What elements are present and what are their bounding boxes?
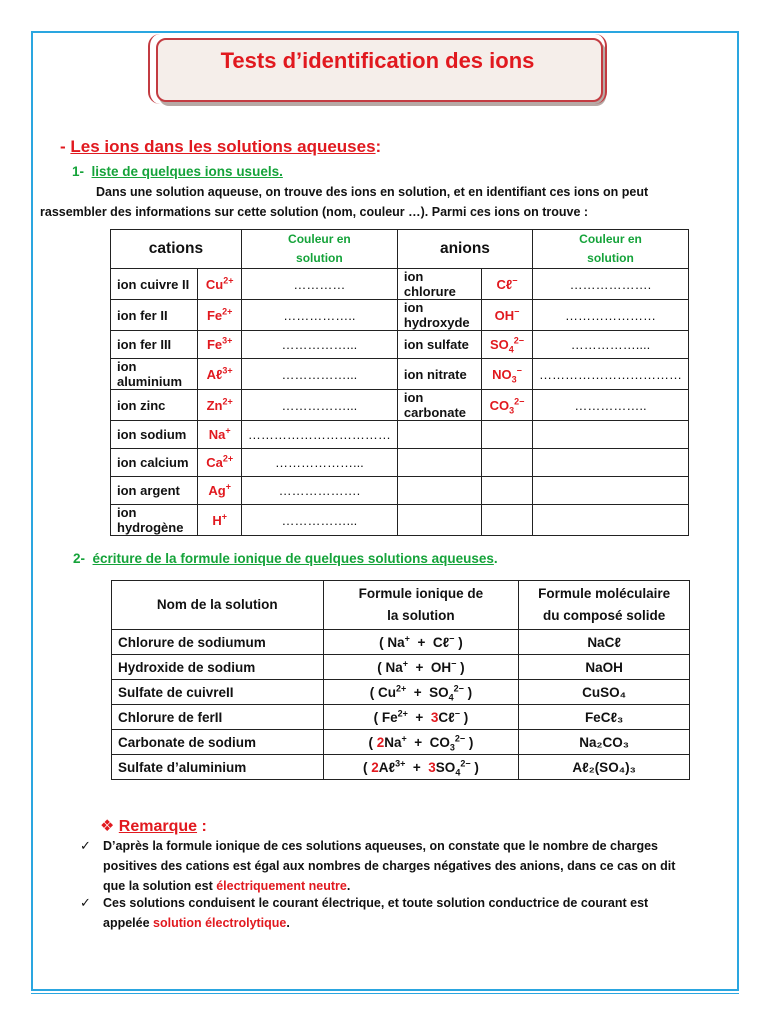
molecular-formula: NaOH [519, 655, 690, 680]
solutions-table [111, 580, 690, 780]
table-row [111, 269, 689, 300]
table-row [111, 421, 689, 449]
section-2-heading: 2- écriture de la formule ionique de quelques solutions aqueuses. [73, 551, 498, 566]
diamond-bullet-icon: ❖ [100, 818, 115, 835]
cation-name: ion argent [111, 477, 198, 505]
checkmark-icon: ✓ [80, 838, 91, 853]
cation-color-blank: ………… [241, 269, 397, 300]
cation-color-blank: ……………... [241, 505, 397, 536]
empty-cell [532, 505, 688, 536]
anion-name: ion nitrate [397, 359, 481, 390]
solution-name: Chlorure de sodiumum [112, 630, 324, 655]
cation-color-blank: ……………... [241, 331, 397, 359]
table-row [111, 359, 689, 390]
empty-cell [397, 477, 481, 505]
remark-heading: ❖ Remarque : [100, 818, 207, 835]
cation-symbol: $Ca^{2+}$ [198, 449, 241, 477]
empty-cell [532, 449, 688, 477]
cation-symbol: Aℓ$^{3+}$ [198, 359, 241, 390]
table-row [112, 655, 690, 680]
cation-name: ion hydrogène [111, 505, 198, 536]
solution-name: Sulfate de cuivreII [112, 680, 324, 705]
section-1-heading: 1- liste de quelques ions usuels. [72, 164, 283, 179]
cation-name: ion zinc [111, 390, 198, 421]
empty-cell [482, 477, 533, 505]
empty-cell [482, 505, 533, 536]
cation-name: ion fer III [111, 331, 198, 359]
anion-formula: $SO_4^{2-}$ [482, 331, 533, 359]
table-row [112, 730, 690, 755]
col-solution-name: Nom de la solution [112, 581, 324, 630]
table-row [111, 477, 689, 505]
frame-bottom-line [31, 993, 739, 994]
remark-bullet-1: D’après la formule ionique de ces solutions aqueuses, on constate que le nombre de charges positives des cations est égal aux nombres de charges négatives des anions, dans ce cas on dit que la solution est électriquement neutre. [103, 839, 676, 893]
table-row [112, 705, 690, 730]
ionic-formula: ( Na+ + OH− ) [323, 655, 519, 680]
empty-cell [397, 421, 481, 449]
anion-color-blank: …………………………… [532, 359, 688, 390]
ions-table [110, 229, 689, 536]
anion-formula: $NO_3^-$ [482, 359, 533, 390]
intro-line-1: Dans une solution aqueuse, on trouve des ions en solution, et en identifiant ces ions on peut [96, 185, 649, 199]
empty-cell [397, 505, 481, 536]
table-row [111, 449, 689, 477]
cation-name: ion sodium [111, 421, 198, 449]
cation-symbol: $Cu^{2+}$ [198, 269, 241, 300]
cation-symbol: Na+ [198, 421, 241, 449]
cation-name: ion cuivre II [111, 269, 198, 300]
remark-bullet-2: Ces solutions conduisent le courant électrique, et toute solution conductrice de courant est appelée solution électrolytique. [103, 896, 649, 930]
anion-name: ion chlorure [397, 269, 481, 300]
col-molecular-formula: Formule moléculaire du composé solide [519, 581, 690, 630]
cation-symbol: $Zn^{2+}$ [198, 390, 241, 421]
anion-name: ion carbonate [397, 390, 481, 421]
cation-name: ion calcium [111, 449, 198, 477]
ionic-formula: ( $Cu^{2+} + SO_4^{2-}$ ) [323, 680, 519, 705]
molecular-formula: FeCℓ₃ [519, 705, 690, 730]
cation-symbol: $Fe^{3+}$ [198, 331, 241, 359]
intro-line-2: rassembler des informations sur cette solution (nom, couleur …). Parmi ces ions on trouve : [40, 205, 589, 219]
anion-color-blank: …………….. [532, 390, 688, 421]
anion-name: ion hydroxyde [397, 300, 481, 331]
molecular-formula: Na₂CO₃ [519, 730, 690, 755]
anion-color-blank: ………………. [532, 269, 688, 300]
cation-symbol: $Fe^{2+}$ [198, 300, 241, 331]
anion-color-blank: ………………… [532, 300, 688, 331]
cation-color-header: Couleur en solution [241, 230, 397, 269]
cation-symbol: H+ [198, 505, 241, 536]
cation-name: ion fer II [111, 300, 198, 331]
anion-formula: Cℓ− [482, 269, 533, 300]
table-row [112, 630, 690, 655]
empty-cell [397, 449, 481, 477]
title-banner [150, 34, 605, 104]
table-row [111, 300, 689, 331]
table-row [112, 755, 690, 780]
empty-cell [532, 421, 688, 449]
anion-color-header: Couleur en solution [532, 230, 688, 269]
anions-header: anions [397, 230, 532, 269]
table-row [111, 331, 689, 359]
ionic-formula: ( $2Na^+ + CO_3^{2-}$ ) [323, 730, 519, 755]
molecular-formula: Aℓ₂(SO₄)₃ [519, 755, 690, 780]
solution-name: Hydroxide de sodium [112, 655, 324, 680]
cation-symbol: Ag+ [198, 477, 241, 505]
molecular-formula: CuSO₄ [519, 680, 690, 705]
table-row [111, 505, 689, 536]
solution-name: Sulfate d’aluminium [112, 755, 324, 780]
cation-color-blank: ……………... [241, 390, 397, 421]
empty-cell [532, 477, 688, 505]
ionic-formula: ( 2Aℓ$^{3+}$ + $3SO_4^{2-}$ ) [323, 755, 519, 780]
page-title: Tests d’identification des ions [220, 48, 535, 73]
cation-color-blank: …………………………… [241, 421, 397, 449]
cations-header: cations [111, 230, 242, 269]
cation-color-blank: …………….. [241, 300, 397, 331]
table-row [111, 390, 689, 421]
table-row [112, 680, 690, 705]
cation-color-blank: ………………. [241, 477, 397, 505]
solution-name: Carbonate de sodium [112, 730, 324, 755]
anion-name: ion sulfate [397, 331, 481, 359]
cation-name: ion aluminium [111, 359, 198, 390]
anion-color-blank: …………….... [532, 331, 688, 359]
empty-cell [482, 449, 533, 477]
ionic-formula: ( Na+ + Cℓ− ) [323, 630, 519, 655]
solution-name: Chlorure de ferII [112, 705, 324, 730]
cation-color-blank: ………………... [241, 449, 397, 477]
checkmark-icon: ✓ [80, 895, 91, 910]
molecular-formula: NaCℓ [519, 630, 690, 655]
col-ionic-formula: Formule ionique de la solution [323, 581, 519, 630]
ionic-formula: ( $Fe^{2+}$ + 3Cℓ− ) [323, 705, 519, 730]
cation-color-blank: ……………... [241, 359, 397, 390]
anion-formula: $CO_3^{2-}$ [482, 390, 533, 421]
anion-formula: OH− [482, 300, 533, 331]
empty-cell [482, 421, 533, 449]
main-section-heading: - Les ions dans les solutions aqueuses: [60, 137, 382, 156]
